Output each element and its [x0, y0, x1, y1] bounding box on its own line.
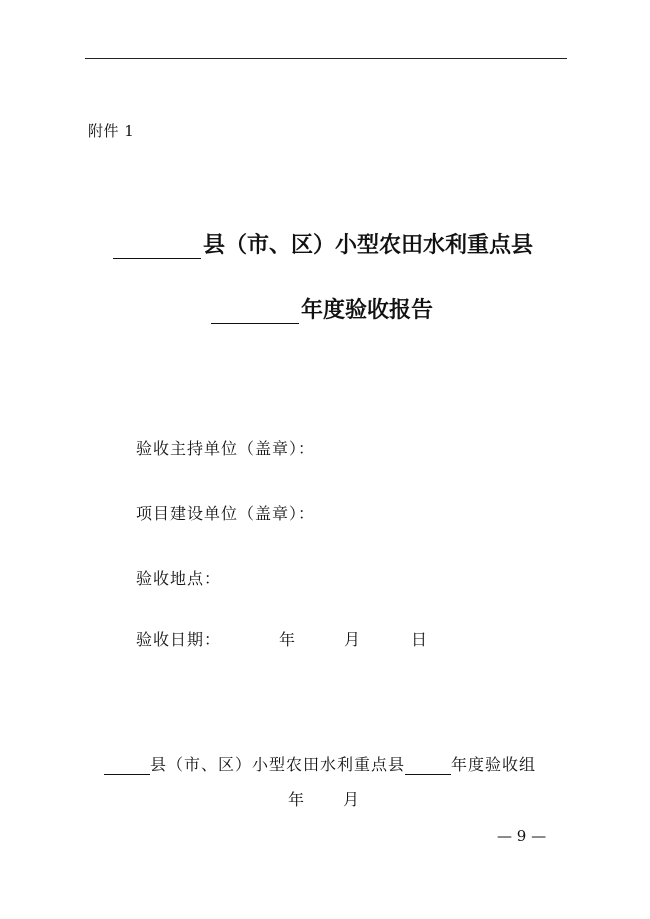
construction-unit-field: 项目建设单位（盖章）： — [136, 504, 316, 523]
location-field: 验收地点： — [136, 569, 222, 588]
report-title-line-1 — [113, 228, 533, 259]
footer-group-text-1: 县（市、区）小型农田水利重点县 — [150, 755, 406, 774]
date-day-label: 日 — [411, 630, 428, 649]
acceptance-group-signature — [104, 752, 536, 775]
date-month-label: 月 — [344, 630, 361, 649]
title-line-2-text: 年度验收报告 — [301, 298, 434, 323]
attachment-label: 附件 1 — [88, 122, 135, 140]
page-number: — 9 — — [497, 827, 547, 845]
year-blank[interactable] — [211, 301, 299, 324]
host-unit-field: 验收主持单位（盖章）： — [136, 439, 316, 458]
date-year-label: 年 — [279, 630, 296, 649]
footer-year-blank[interactable] — [405, 757, 451, 775]
report-title-line-2 — [211, 293, 433, 324]
footer-month-label: 月 — [343, 790, 360, 809]
header-rule — [85, 58, 567, 59]
footer-county-blank[interactable] — [104, 757, 150, 775]
county-name-blank[interactable] — [113, 236, 201, 259]
date-field-label: 验收日期： — [136, 630, 222, 649]
title-line-1-text: 县（市、区）小型农田水利重点县 — [203, 233, 534, 258]
footer-group-text-2: 年度验收组 — [451, 755, 537, 774]
footer-year-label: 年 — [288, 790, 305, 809]
